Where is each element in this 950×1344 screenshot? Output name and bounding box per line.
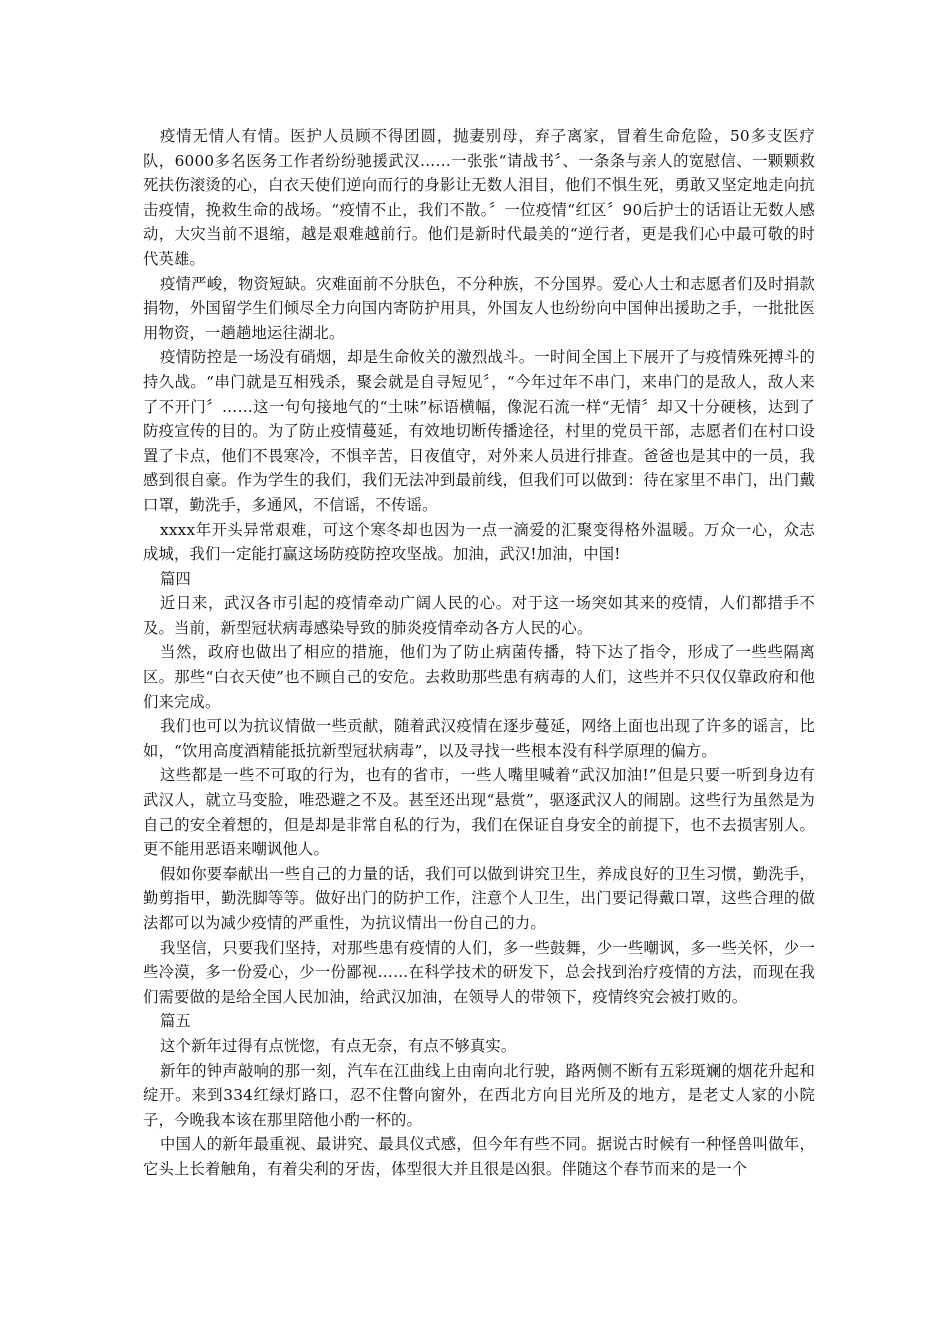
paragraph: xxxx年开头异常艰难，可这个寒冬却也因为一点一滴爱的汇聚变得格外温暖。万众一心，众志成城，我们一定能打赢这场防疫防控攻坚战。加油，武汉!加油，中国! [143,520,815,564]
paragraph: 疫情无情人有情。医护人员顾不得团圆，抛妻别母，弃子离家，冒着生命危险，50多支医疗队，6000多名医务工作者纷纷驰援武汉……一张张“请战书〞、一条条与亲人的宽慰信、一颗颗救死扶伤滚烫的心，白衣天使们逆向而行的身影让无数人泪目，他们不惧生死，勇敢又坚定地走向抗击疫情，挽救生命的战场。“疫情不止，我们不散。〞一位疫情“红区〞90后护士的话语让无数人感动，大灾当前不退缩，越是艰难越前行。他们是新时代最美的“逆行者，更是我们心中最可敬的时代英雄。 [143,127,815,268]
paragraph: 疫情防控是一场没有硝烟，却是生命攸关的激烈战斗。一时间全国上下展开了与疫情殊死搏斗的持久战。“串门就是互相残杀，聚会就是自寻短见〞，“今年过年不串门，来串门的是敌人，敌人来了不开门〞……这一句句接地气的“土味”标语横幅，像泥石流一样“无情〞却又十分硬核，达到了防疫宣传的目的。为了防止疫情蔓延，有效地切断传播途径，村里的党员干部，志愿者们在村口设置了卡点，他们不畏寒冷，不惧辛苦，日夜值守，对外来人员进行排查。爸爸也是其中的一员，我感到很自豪。作为学生的我们，我们无法冲到最前线，但我们可以做到：待在家里不串门，出门戴口罩，勤洗手，多通风，不信谣，不传谣。 [143,348,815,514]
paragraph: 我坚信，只要我们坚持，对那些患有疫情的人们，多一些鼓舞，少一些嘲讽，多一些关怀，少一些冷漠，多一份爱心，少一份鄙视……在科学技术的研发下，总会找到治疗疫情的方法，而现在我们需要做的是给全国人民加油，给武汉加油，在领导人的带领下，疫情终究会被打败的。 [143,938,815,1006]
paragraph: 我们也可以为抗议情做一些贡献，随着武汉疫情在逐步蔓延，网络上面也出现了许多的谣言，比如，“饮用高度酒精能抵抗新型冠状病毒”，以及寻找一些根本没有科学原理的偏方。 [143,717,815,760]
paragraph: 疫情严峻，物资短缺。灾难面前不分肤色，不分种族，不分国界。爱心人士和志愿者们及时捐款捐物，外国留学生们倾尽全力向国内寄防护用具，外国友人也纷纷向中国伸出援助之手，一批批医用物资，一趟趟地运往湖北。 [143,274,815,342]
paragraph: 当然，政府也做出了相应的措施，他们为了防止病菌传播，特下达了指令，形成了一些些隔离区。那些“白衣天使”也不顾自己的安危。去救助那些患有病毒的人们，这些并不只仅仅靠政府和他们来完成。 [143,643,815,711]
paragraph: 近日来，武汉各市引起的疫情牵动广阔人民的心。对于这一场突如其来的疫情，人们都措手不及。当前，新型冠状病毒感染导致的肺炎疫情牵动各方人民的心。 [143,594,815,637]
section-heading: 篇四 [160,569,191,588]
paragraph: 中国人的新年最重视、最讲究、最具仪式感，但今年有些不同。据说古时候有一种怪兽叫做年，它头上长着触角，有着尖利的牙齿，体型很大并且很是凶狠。伴随这个春节而来的是一个 [143,1135,815,1178]
section-heading: 篇五 [160,1012,191,1031]
paragraph: 这些都是一些不可取的行为，也有的省市，一些人嘴里喊着“武汉加油!”但是只要一听到身边有武汉人，就立马变脸，唯恐避之不及。甚至还出现“悬赏”，驱逐武汉人的闹剧。这些行为虽然是为自己的安全着想的，但是却是非常自私的行为，我们在保证自身安全的前提下，也不去损害别人。更不能用恶语来嘲讽他人。 [143,766,815,859]
document-body [143,124,815,1182]
paragraph: 假如你要奉献出一些自己的力量的话，我们可以做到讲究卫生，养成良好的卫生习惯，勤洗手，勤剪指甲，勤洗脚等等。做好出门的防护工作，注意个人卫生，出门要记得戴口罩，这些合理的做法都可以为减少疫情的严重性，为抗议情出一份自己的力。 [143,864,815,932]
paragraph: 这个新年过得有点恍惚，有点无奈，有点不够真实。 [160,1036,517,1055]
paragraph: 新年的钟声敲响的那一刻，汽车在江曲线上由南向北行驶，路两侧不断有五彩斑斓的烟花升起和绽开。来到334红绿灯路口，忍不住瞥向窗外，在西北方向目光所及的地方，是老丈人家的小院子，今晚我本该在那里陪他小酌一杯的。 [143,1061,815,1129]
